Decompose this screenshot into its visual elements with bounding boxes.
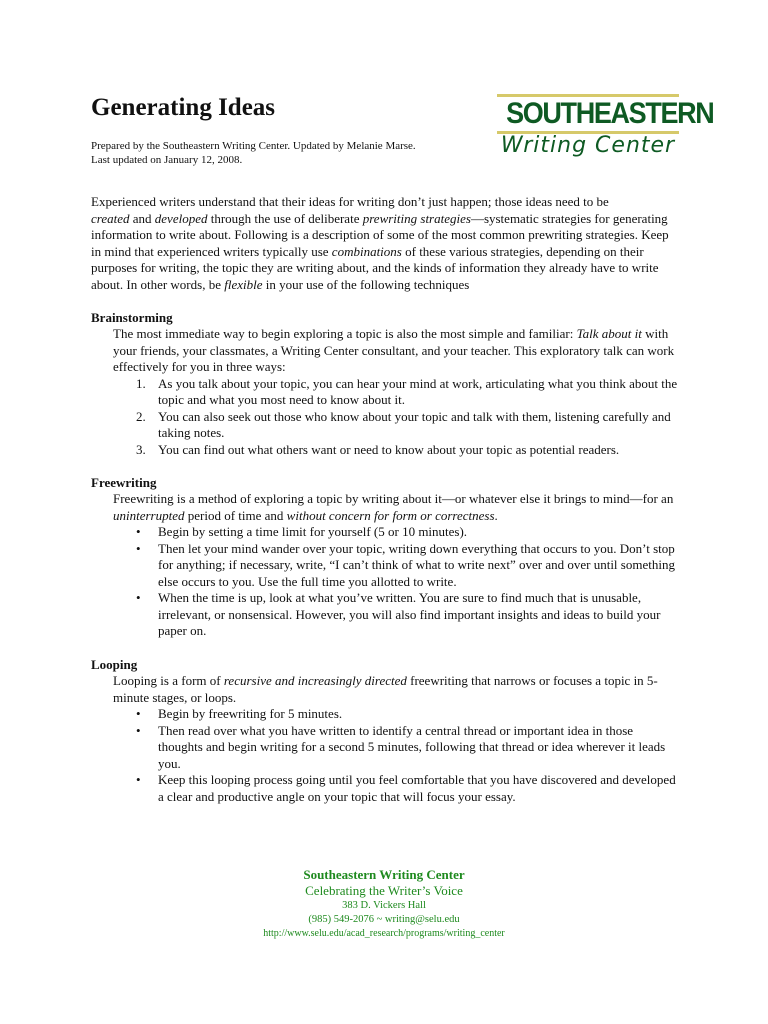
footer-address: 383 D. Vickers Hall xyxy=(342,900,426,911)
bullet-list xyxy=(91,706,681,805)
section-brainstorming xyxy=(91,309,681,458)
list-item xyxy=(136,408,681,442)
page-title: Generating Ideas xyxy=(91,94,276,121)
list-item-text: When the time is up, look at what you’ve written. You are sure to find much that is unusable, irrelevant, or nonsensical. However, you will also find important insights and ideas to build your paper on. xyxy=(158,590,661,638)
bullet-list xyxy=(91,524,681,640)
list-marker: 1. xyxy=(136,375,146,391)
intro-emphasis: flexible xyxy=(224,276,263,292)
logo-wordmark: SOUTHEASTERN xyxy=(506,97,714,130)
paragraph-text: freewriting that narrows or focuses a topic in 5-minute stages, or loops. xyxy=(113,673,658,705)
list-item-text: Then let your mind wander over your topic, writing down everything that occurs to you. Don’t stop for anything; if necessary, write, “I can’t think of what to write next” over and over until something else occurs to you. Use the full time you allotted to write. xyxy=(158,540,675,589)
intro-emphasis: combinations xyxy=(331,243,402,259)
paragraph-text: Looping is a form of xyxy=(113,673,224,688)
document-meta xyxy=(91,139,416,167)
list-marker: 2. xyxy=(136,408,146,424)
prepared-by: Prepared by the Southeastern Writing Center. Updated by Melanie Marse. xyxy=(91,140,416,152)
intro-text: of these various strategies, depending on their purposes for writing, the topic they are writing about, and the kinds of information they already have to write about. In other words, be xyxy=(91,243,659,292)
intro-text: through the use of deliberate xyxy=(207,210,363,226)
list-item xyxy=(136,772,681,805)
section-freewriting xyxy=(91,474,681,640)
numbered-list xyxy=(91,376,681,459)
paragraph-text: . xyxy=(494,507,498,523)
section-heading: Brainstorming xyxy=(91,310,173,325)
footer-contact: (985) 549-2076 ~ writing@selu.edu xyxy=(308,914,460,925)
paragraph-text: The most immediate way to begin exploring a topic is also the most simple and familiar: xyxy=(113,326,577,341)
paragraph-text: period of time and xyxy=(184,507,287,523)
bullet-marker: • xyxy=(136,540,141,556)
list-item-text: As you talk about your topic, you can hear your mind at work, articulating what you think about the topic and what you most need to know about it. xyxy=(158,375,678,407)
list-item xyxy=(136,722,681,773)
intro-emphasis: created xyxy=(91,210,130,226)
list-item-text: Begin by freewriting for 5 minutes. xyxy=(158,706,343,721)
section-heading: Freewriting xyxy=(91,475,157,490)
list-item xyxy=(136,524,681,541)
list-item-text: You can also seek out those who know about your topic and talk with them, listening carefully and taking notes. xyxy=(158,408,671,440)
intro-text: in your use of the following techniques xyxy=(262,276,470,292)
paragraph-text: with your friends, your classmates, a Writing Center consultant, and your teacher. This exploratory talk can work effectively for you in three ways: xyxy=(113,326,675,374)
list-item xyxy=(136,590,681,640)
bullet-marker: • xyxy=(136,524,141,539)
list-item xyxy=(136,441,681,459)
bullet-marker: • xyxy=(136,722,141,738)
paragraph-emphasis: uninterrupted xyxy=(113,507,185,523)
intro-paragraph xyxy=(91,194,681,293)
section-paragraph xyxy=(113,673,681,706)
intro-emphasis: developed xyxy=(154,210,208,226)
list-item-text: You can find out what others want or need to know about your topic as potential readers. xyxy=(158,441,620,457)
section-paragraph xyxy=(113,491,681,524)
paragraph-text: Freewriting is a method of exploring a topic by writing about it—or whatever else it brings to mind—for an xyxy=(113,491,674,506)
footer-url-link[interactable]: http://www.selu.edu/acad_research/programs/writing_center xyxy=(263,928,505,939)
footer-org-name: Southeastern Writing Center xyxy=(303,867,465,882)
paragraph-emphasis: Talk about it xyxy=(576,326,642,341)
last-updated: Last updated on January 12, 2008. xyxy=(91,154,243,166)
bullet-marker: • xyxy=(136,772,141,787)
list-marker: 3. xyxy=(136,441,146,457)
section-paragraph xyxy=(113,326,681,376)
bullet-marker: • xyxy=(136,590,141,605)
list-item-text: Begin by setting a time limit for yourself (5 or 10 minutes). xyxy=(158,524,468,539)
list-item xyxy=(136,375,681,409)
section-heading: Looping xyxy=(91,657,138,672)
southeastern-writing-center-logo xyxy=(497,94,714,162)
logo-subtitle: Writing Center xyxy=(500,133,676,158)
bullet-marker: • xyxy=(136,706,141,721)
intro-text: —systematic strategies for generating information to write about. Following is a description of some of the most common prewriting strategies. Keep in mind that experienced writers typically use xyxy=(91,210,669,259)
intro-text: Experienced writers understand that their ideas for writing don’t just happen; those ideas need to be xyxy=(91,194,609,209)
list-item-text: Then read over what you have written to identify a central thread or important idea in those thoughts and begin writing for a second 5 minutes, following that thread or idea wherever it leads you. xyxy=(158,722,666,771)
list-item xyxy=(136,706,681,723)
list-item-text: Keep this looping process going until you feel comfortable that you have discovered and developed a clear and productive angle on your topic that will focus your essay. xyxy=(158,772,676,804)
list-item xyxy=(136,540,681,591)
intro-text: and xyxy=(129,210,155,226)
section-looping xyxy=(91,656,681,805)
footer-tagline: Celebrating the Writer’s Voice xyxy=(305,883,463,898)
paragraph-emphasis: without concern for form or correctness xyxy=(286,507,495,523)
paragraph-emphasis: recursive and increasingly directed xyxy=(223,673,407,688)
intro-emphasis: prewriting strategies xyxy=(362,210,471,226)
footer xyxy=(0,866,768,940)
